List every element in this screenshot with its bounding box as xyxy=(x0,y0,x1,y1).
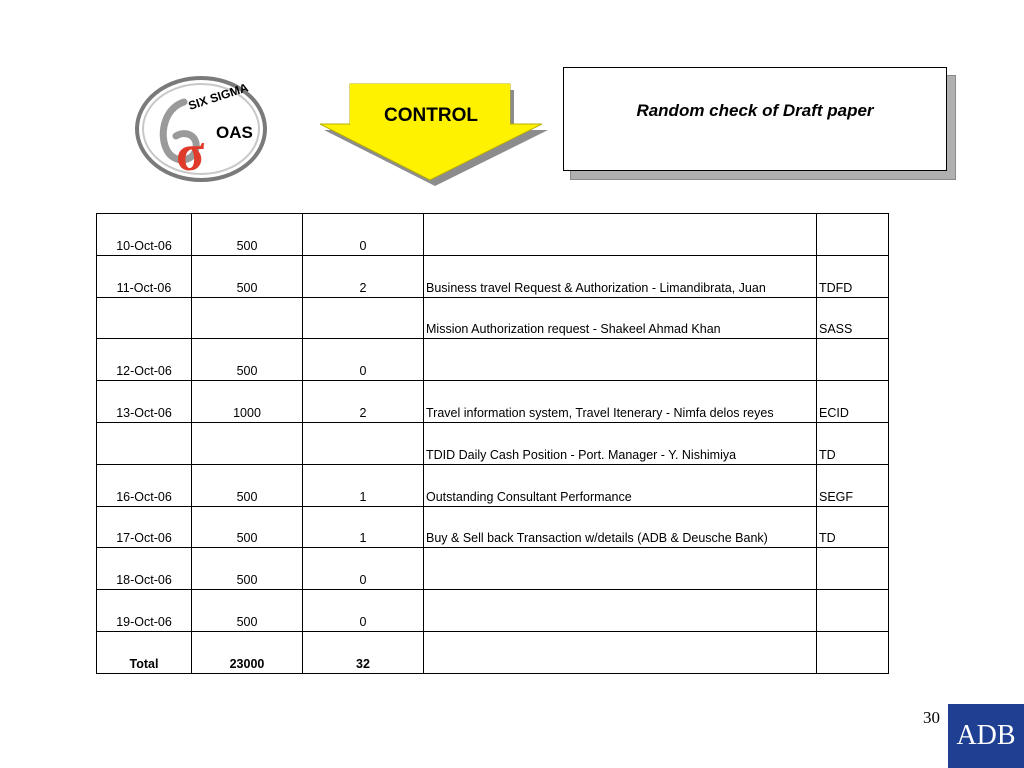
department-cell: SEGF xyxy=(817,464,889,506)
title-box xyxy=(563,67,947,171)
description-cell: Outstanding Consultant Performance xyxy=(424,464,817,506)
description-cell xyxy=(424,339,817,381)
sample-cell: 500 xyxy=(192,548,303,590)
errors-cell: 0 xyxy=(303,339,424,381)
department-cell xyxy=(817,548,889,590)
total-errors-cell: 32 xyxy=(303,631,424,673)
table-row xyxy=(97,255,889,297)
sample-cell: 500 xyxy=(192,214,303,256)
department-cell: TD xyxy=(817,422,889,464)
total-department-cell xyxy=(817,631,889,673)
sample-cell xyxy=(192,422,303,464)
errors-cell: 2 xyxy=(303,381,424,423)
sample-cell: 500 xyxy=(192,255,303,297)
table-row xyxy=(97,422,889,464)
table-row xyxy=(97,548,889,590)
department-cell xyxy=(817,590,889,632)
date-cell: 18-Oct-06 xyxy=(97,548,192,590)
sample-cell: 1000 xyxy=(192,381,303,423)
department-cell: TD xyxy=(817,506,889,548)
department-cell: SASS xyxy=(817,297,889,339)
date-cell: 10-Oct-06 xyxy=(97,214,192,256)
errors-cell: 0 xyxy=(303,590,424,632)
date-cell: 17-Oct-06 xyxy=(97,506,192,548)
sample-cell: 500 xyxy=(192,339,303,381)
department-cell: ECID xyxy=(817,381,889,423)
errors-cell xyxy=(303,297,424,339)
six-sigma-oas-logo xyxy=(132,74,270,184)
total-description-cell xyxy=(424,631,817,673)
slide-title: Random check of Draft paper xyxy=(636,101,874,120)
date-cell: 19-Oct-06 xyxy=(97,590,192,632)
table-row xyxy=(97,590,889,632)
table-row xyxy=(97,506,889,548)
date-cell: 12-Oct-06 xyxy=(97,339,192,381)
description-cell xyxy=(424,548,817,590)
sample-cell: 500 xyxy=(192,506,303,548)
description-cell: TDID Daily Cash Position - Port. Manager - Y. Nishimiya xyxy=(424,422,817,464)
total-label-cell: Total xyxy=(97,631,192,673)
date-cell: 11-Oct-06 xyxy=(97,255,192,297)
department-cell xyxy=(817,214,889,256)
errors-cell: 1 xyxy=(303,506,424,548)
adb-logo-text: ADB xyxy=(956,720,1016,751)
draft-paper-check-table xyxy=(96,213,889,674)
description-cell: Mission Authorization request - Shakeel Ahmad Khan xyxy=(424,297,817,339)
description-cell: Buy & Sell back Transaction w/details (ADB & Deusche Bank) xyxy=(424,506,817,548)
sample-cell: 500 xyxy=(192,590,303,632)
control-arrow-icon xyxy=(318,78,548,188)
errors-cell xyxy=(303,422,424,464)
total-row xyxy=(97,631,889,673)
department-cell xyxy=(817,339,889,381)
date-cell: 13-Oct-06 xyxy=(97,381,192,423)
table-row xyxy=(97,297,889,339)
date-cell xyxy=(97,297,192,339)
date-cell xyxy=(97,422,192,464)
date-cell: 16-Oct-06 xyxy=(97,464,192,506)
table-row xyxy=(97,464,889,506)
control-label: CONTROL xyxy=(384,105,478,126)
description-cell xyxy=(424,590,817,632)
six-sigma-text: SIX SIGMA xyxy=(186,80,250,113)
sample-cell xyxy=(192,297,303,339)
oas-text: OAS xyxy=(216,123,253,142)
adb-logo xyxy=(948,704,1024,768)
department-cell: TDFD xyxy=(817,255,889,297)
description-cell: Business travel Request & Authorization - Limandibrata, Juan xyxy=(424,255,817,297)
sigma-glyph: σ xyxy=(176,125,205,182)
table-row xyxy=(97,214,889,256)
total-sample-cell: 23000 xyxy=(192,631,303,673)
table-row xyxy=(97,381,889,423)
errors-cell: 0 xyxy=(303,214,424,256)
page-number: 30 xyxy=(923,708,940,727)
errors-cell: 0 xyxy=(303,548,424,590)
errors-cell: 1 xyxy=(303,464,424,506)
description-cell: Travel information system, Travel Itenerary - Nimfa delos reyes xyxy=(424,381,817,423)
errors-cell: 2 xyxy=(303,255,424,297)
table-row xyxy=(97,339,889,381)
sample-cell: 500 xyxy=(192,464,303,506)
description-cell xyxy=(424,214,817,256)
